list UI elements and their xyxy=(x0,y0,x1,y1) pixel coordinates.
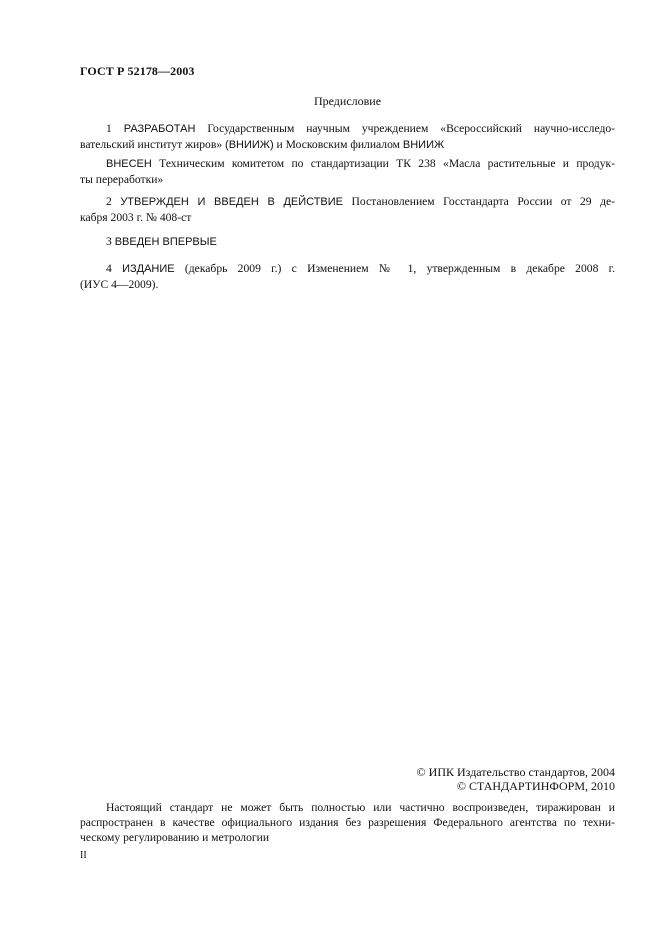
item-text: Техническим комитетом по стандартизации ТК 238 «Масла растительные и продук- xyxy=(151,157,615,170)
copyright-block xyxy=(300,765,615,793)
paragraph-line xyxy=(80,156,615,172)
item-label: РАЗРАБОТАН xyxy=(123,123,196,135)
paragraph-edition xyxy=(80,261,615,293)
item-label: ВНЕСЕН xyxy=(106,158,152,170)
paragraph-line xyxy=(80,137,615,153)
item-text: и Московским филиалом xyxy=(273,138,403,151)
item-number: 4 xyxy=(106,262,123,275)
document-code: ГОСТ Р 52178—2003 xyxy=(80,64,195,78)
notice-line: Настоящий стандарт не может быть полностью или частично воспроизведен, тиражирован и xyxy=(106,801,615,814)
item-label: (ВНИИЖ) xyxy=(225,139,274,151)
item-number: 1 xyxy=(106,122,124,135)
item-label: ВНИИЖ xyxy=(402,139,445,151)
paragraph-line xyxy=(80,194,615,210)
paragraph-line: ты переработки» xyxy=(80,173,164,186)
reproduction-notice xyxy=(80,800,615,845)
paragraph-line xyxy=(80,121,615,137)
page-number: II xyxy=(80,850,87,861)
item-number: 3 xyxy=(106,235,115,248)
item-text: вательский институт жиров» xyxy=(80,138,226,151)
copyright-line: © СТАНДАРТИНФОРМ, 2010 xyxy=(456,779,615,793)
paragraph-line: (ИУС 4—2009). xyxy=(80,278,159,291)
item-text: (декабрь 2009 г.) с Изменением № 1, утвержденным в декабре 2008 г. xyxy=(174,262,615,275)
paragraph-line xyxy=(80,261,615,277)
paragraph-approved xyxy=(80,194,615,226)
notice-line: ческому регулированию и метрологии xyxy=(80,831,270,844)
item-number: 2 xyxy=(106,195,121,208)
item-text: Государственным научным учреждением «Всероссийский научно-исследо- xyxy=(195,122,615,135)
paragraph-developed xyxy=(80,121,615,153)
paragraph-line: кабря 2003 г. № 408-ст xyxy=(80,211,192,224)
paragraph-first-introduced xyxy=(80,234,615,250)
item-text: Постановлением Госстандарта России от 29 де- xyxy=(343,195,616,208)
copyright-line: © ИПК Издательство стандартов, 2004 xyxy=(416,765,615,779)
paragraph-introduced xyxy=(80,156,615,188)
item-label: ВВЕДЕН ВПЕРВЫЕ xyxy=(114,236,217,248)
item-label: УТВЕРЖДЕН И ВВЕДЕН В ДЕЙСТВИЕ xyxy=(120,196,344,208)
paragraph-line xyxy=(80,234,615,250)
section-title: Предисловие xyxy=(313,94,382,108)
item-label: ИЗДАНИЕ xyxy=(122,263,175,275)
notice-line: распространен в качестве официального издания без разрешения Федерального агентства по техни- xyxy=(80,816,615,829)
